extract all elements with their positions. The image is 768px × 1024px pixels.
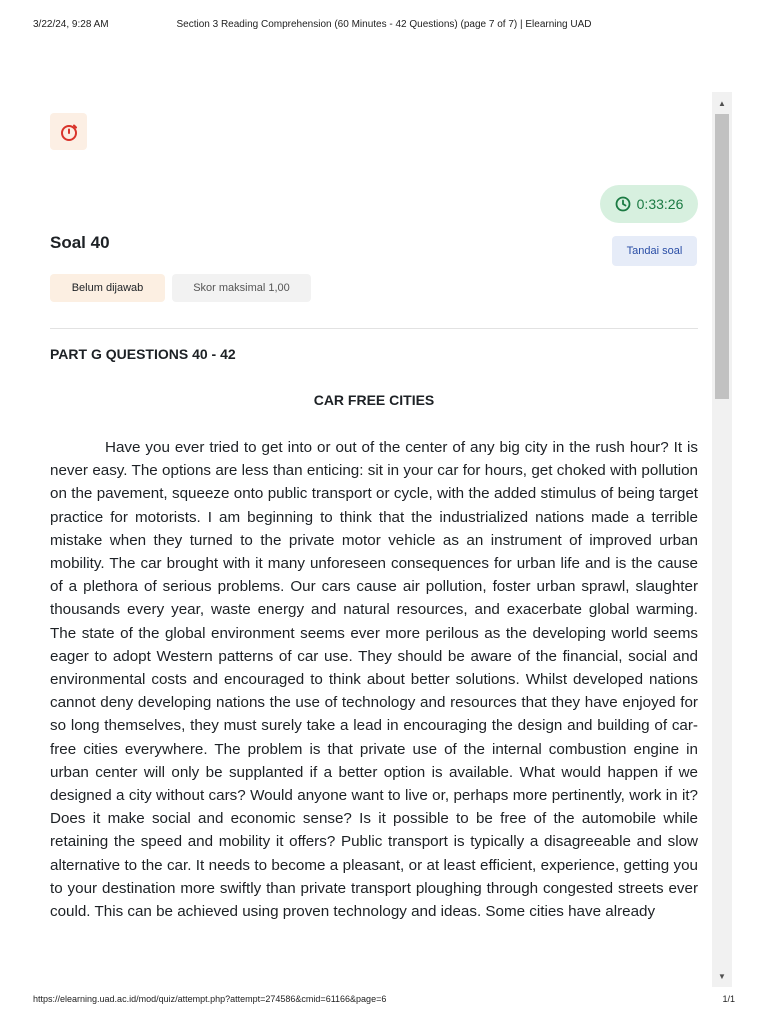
print-url: https://elearning.uad.ac.id/mod/quiz/attempt.php?attempt=274586&cmid=61166&page=6 (33, 994, 387, 1004)
scroll-up-arrow-icon[interactable]: ▲ (718, 98, 726, 108)
flag-question-button[interactable]: Tandai soal (612, 236, 697, 266)
vertical-scrollbar[interactable] (712, 92, 732, 987)
scrollbar-thumb[interactable] (715, 114, 729, 399)
print-datetime: 3/22/24, 9:28 AM (33, 19, 109, 30)
passage-title: CAR FREE CITIES (313, 392, 435, 408)
reading-passage: Have you ever tried to get into or out of the center of any big city in the rush hour? It is never easy. The options are less than enticing: sit in your car for hours, get choked with pollution on the pavement, squeeze onto public transport or cycle, with the added stimulus of being target practice for motorists. I am beginning to think that the industrialized nations made a terrible mistake when they turned to the private motor vehicle as an instrument of improved urban mobility. The car brought with it many unforeseen consequences for urban life and is the cause of a plethora of serious problems. Our cars cause air pollution, foster urban sprawl, slaughter thousands every year, waste energy and natural resources, and exacerbate global warming. The state of the global environment seems ever more perilous as the developing world seems eager to adopt Western patterns of car use. They should be aware of the financial, social and environmental costs and encouraged to think about better solutions. Whilst developed nations cannot deny developing nations the use of technology and resources that they have enjoyed for so long themselves, they must surely take a lead in encouraging the design and building of car-free cities everywhere. The problem is that private use of the internal combustion engine in urban center will only be supplanted if a better option is available. What would happen if we designed a city without cars? Would anyone want to live or, perhaps more pertinently, work in it? Does it make social and economic sense? Is it possible to be free of the automobile while retaining the speed and mobility it offers? Public transport is typically a disagreeable and slow alternative to the car. It needs to become a pleasant, or at least efficient, experience, getting you to your destination more swiftly than private transport ploughing through congested streets ever could. This can be achieved using proven technology and ideas. Some cities have already (50, 439, 698, 921)
print-footer (0, 992, 768, 1008)
divider (50, 328, 698, 329)
clock-icon (615, 196, 631, 212)
page-content (0, 92, 712, 987)
print-page-count: 1/1 (722, 994, 735, 1004)
print-page-title: Section 3 Reading Comprehension (60 Minutes - 42 Questions) (page 7 of 7) | Elearning UAD (176, 19, 592, 30)
answer-status-badge: Belum dijawab (50, 274, 165, 302)
countdown-timer (600, 185, 698, 223)
print-header (0, 0, 768, 48)
stopwatch-button[interactable] (50, 113, 87, 150)
part-heading: PART G QUESTIONS 40 - 42 (50, 346, 236, 362)
stopwatch-icon (59, 122, 79, 142)
timer-value: 0:33:26 (636, 196, 684, 212)
question-title: Soal 40 (50, 233, 110, 252)
max-score-badge: Skor maksimal 1,00 (172, 274, 311, 302)
scroll-down-arrow-icon[interactable]: ▼ (718, 971, 726, 981)
